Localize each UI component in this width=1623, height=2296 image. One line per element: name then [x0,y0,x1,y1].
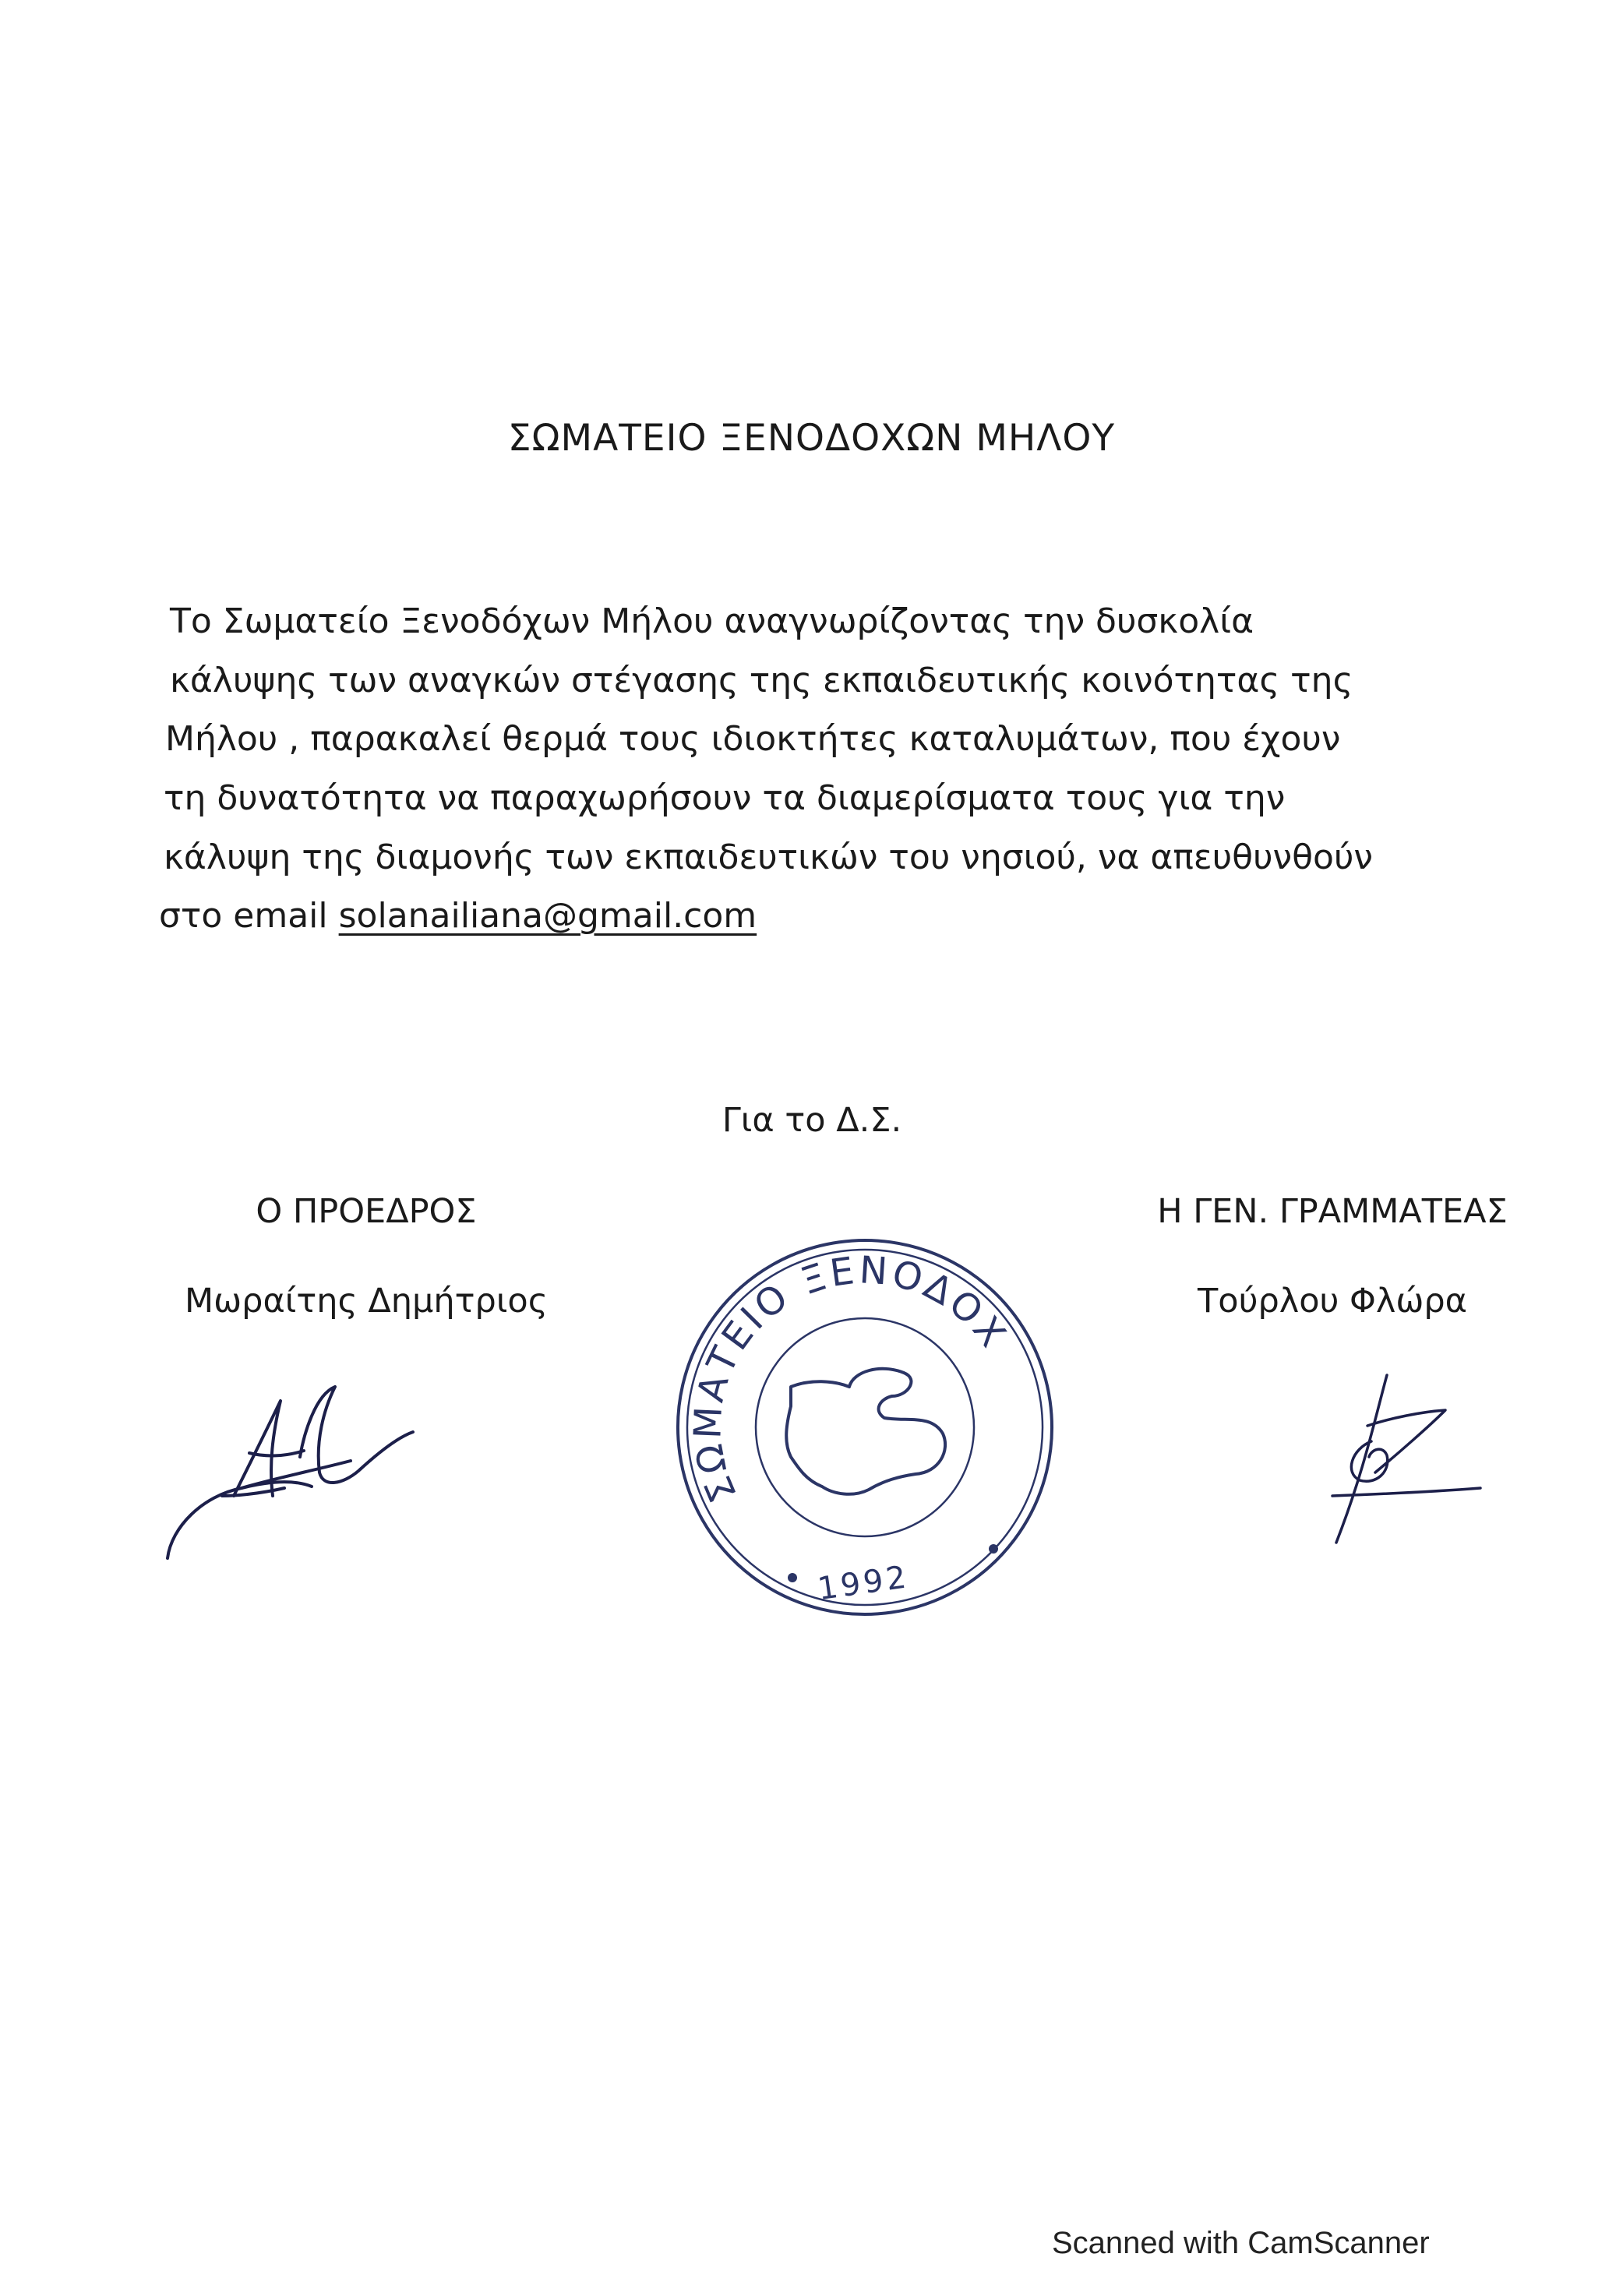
association-stamp [568,1223,1056,1628]
president-role: Ο ΠΡΟΕΔΡΟΣ [256,1192,477,1231]
body-line-2: κάλυψης των αναγκών στέγασης της εκπαιδευτικής κοινότητας της [170,661,1353,700]
document-title: ΣΩΜΑΤΕΙΟ ΞΕΝΟΔΟΧΩΝ ΜΗΛΟΥ [507,417,1116,460]
email-prefix: στο email [159,896,339,936]
body-line-4: τη δυνατότητα να παραχωρήσουν τα διαμερίσματα τους για την [164,778,1286,818]
president-name: Μωραίτης Δημήτριος [185,1282,548,1321]
secretary-role: Η ΓΕΝ. ΓΡΑΜΜΑΤΕΑΣ [1157,1192,1508,1231]
body-line-5: κάλυψη της διαμονής των εκπαιδευτικών του νησιού, να απευθυνθούν [164,838,1373,877]
body-line-3: Μήλου , παρακαλεί θερμά τους ιδιοκτήτες καταλυμάτων, που έχουν [165,719,1341,759]
stamp-dot-right [989,1544,998,1554]
body-line-1: Το Σωματείο Ξενοδόχων Μήλου αναγνωρίζοντας την δυσκολία [170,601,1254,641]
island-outline-icon [786,1369,945,1494]
email-link[interactable]: solanailiana@gmail.com [338,896,757,936]
board-label: Για το Δ.Σ. [722,1101,902,1140]
body-line-6 [159,896,757,936]
scanner-watermark: Scanned with CamScanner [1052,2226,1430,2260]
president-signature [156,1379,436,1566]
secretary-name: Τούρλου Φλώρα [1198,1282,1467,1321]
stamp-arc-text: ΣΩΜΑΤΕΙΟ ΞΕΝΟΔΟΧΩΝ ΜΗΛΟΥ [568,1248,1016,1509]
stamp-dot-left [788,1573,797,1582]
secretary-signature [1297,1363,1500,1550]
stamp-year: 1992 [815,1559,912,1608]
